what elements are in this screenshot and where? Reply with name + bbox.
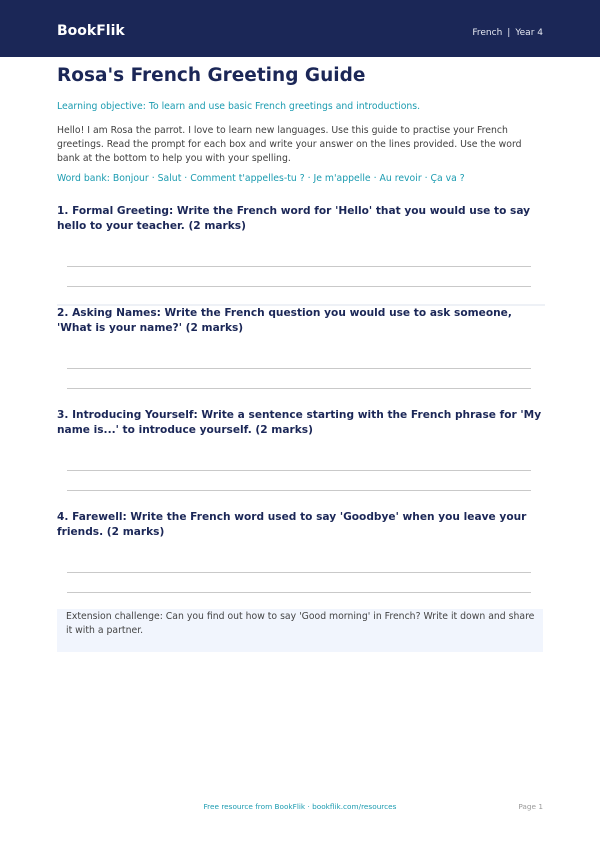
learning-objective: Learning objective: To learn and use basic French greetings and introductions. bbox=[57, 101, 421, 112]
intro-paragraph: Hello! I am Rosa the parrot. I love to learn new languages. Use this guide to practise your French greetings. Read the prompt for each box and write your answer on the lines provided. Use the word bank at the bottom to help you with your spelling. bbox=[57, 125, 522, 164]
answer-line-2a[interactable] bbox=[67, 368, 531, 369]
question-1: 1. Formal Greeting: Write the French word for 'Hello' that you would use to say hello to your teacher. (2 marks) bbox=[57, 205, 531, 232]
answer-line-3a[interactable] bbox=[67, 470, 531, 471]
word-bank: Word bank: Bonjour · Salut · Comment t'appelles-tu ? · Je m'appelle · Au revoir · Ça va ? bbox=[57, 173, 465, 184]
page-header bbox=[0, 0, 600, 57]
page-title: Rosa's French Greeting Guide bbox=[57, 65, 366, 86]
answer-line-1a[interactable] bbox=[67, 266, 531, 267]
answer-line-4a[interactable] bbox=[67, 572, 531, 573]
answer-line-2b[interactable] bbox=[67, 388, 531, 389]
question-2: 2. Asking Names: Write the French question you would use to ask someone, 'What is your name?' (2 marks) bbox=[57, 307, 512, 334]
answer-line-3b[interactable] bbox=[67, 490, 531, 491]
footer-text: Free resource from BookFlik · bookflik.com/resources bbox=[203, 802, 397, 811]
extension-box bbox=[57, 609, 543, 652]
year-label: Year 4 bbox=[515, 28, 543, 38]
page-number: Page 1 bbox=[518, 802, 543, 811]
question-3: 3. Introducing Yourself: Write a sentence starting with the French phrase for 'My name is...' to introduce yourself. (2 marks) bbox=[57, 409, 542, 436]
extension-text: Extension challenge: Can you find out how to say 'Good morning' in French? Write it down and share it with a partner. bbox=[66, 611, 535, 636]
brand-logo: BookFlik bbox=[57, 23, 125, 39]
header-meta bbox=[472, 28, 543, 38]
answer-line-1b[interactable] bbox=[67, 286, 531, 287]
header-separator: | bbox=[507, 28, 511, 38]
answer-line-4b[interactable] bbox=[67, 592, 531, 593]
subject-label: French bbox=[472, 28, 503, 38]
question-4: 4. Farewell: Write the French word used to say 'Goodbye' when you leave your friends. (2 marks) bbox=[57, 511, 527, 538]
